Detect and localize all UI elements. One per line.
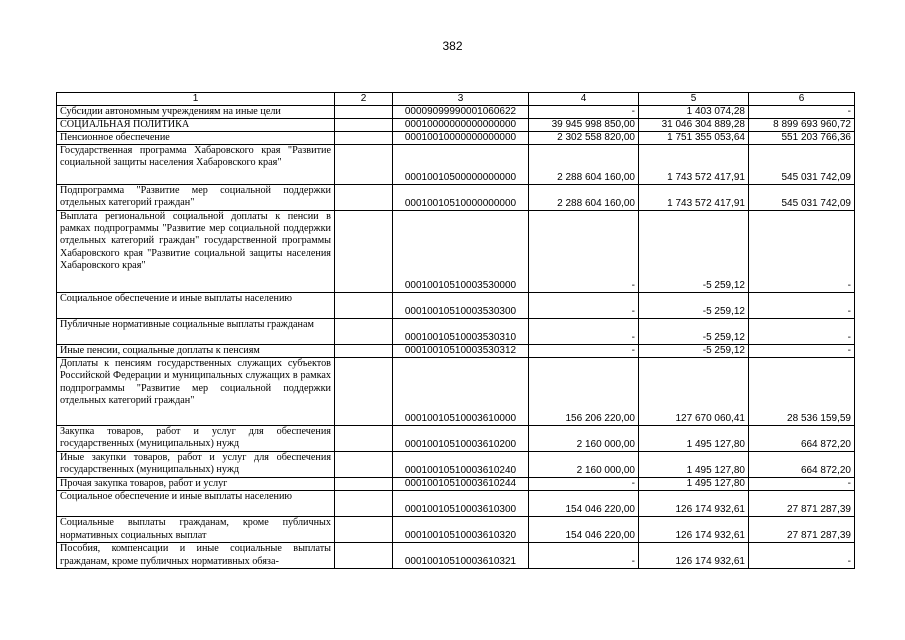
row-col2-cell: [335, 358, 393, 426]
table-row: [57, 358, 855, 426]
row-unexecuted-cell: 27 871 287,39: [749, 517, 855, 543]
row-code-cell: 00010010000000000000: [393, 132, 529, 145]
row-executed-cell: -5 259,12: [639, 319, 749, 345]
table-row: [57, 145, 855, 185]
row-col2-cell: [335, 543, 393, 569]
column-header: 6: [749, 93, 855, 106]
row-code-cell: 00010010510003610244: [393, 478, 529, 491]
row-executed-cell: -5 259,12: [639, 345, 749, 358]
row-approved-cell: -: [529, 106, 639, 119]
budget-execution-table: [56, 92, 855, 569]
row-col2-cell: [335, 491, 393, 517]
row-code-cell: 00010010510003610240: [393, 452, 529, 478]
row-code-cell: 00010010500000000000: [393, 145, 529, 185]
table-row: [57, 426, 855, 452]
row-approved-cell: -: [529, 478, 639, 491]
row-unexecuted-cell: 664 872,20: [749, 426, 855, 452]
table-row: [57, 119, 855, 132]
row-code-cell: 00010010510000000000: [393, 185, 529, 211]
row-unexecuted-cell: 664 872,20: [749, 452, 855, 478]
row-unexecuted-cell: -: [749, 543, 855, 569]
row-code-cell: 00010010510003610300: [393, 491, 529, 517]
row-approved-cell: 156 206 220,00: [529, 358, 639, 426]
row-unexecuted-cell: 28 536 159,59: [749, 358, 855, 426]
row-executed-cell: -5 259,12: [639, 293, 749, 319]
table-row: [57, 517, 855, 543]
row-approved-cell: 2 288 604 160,00: [529, 185, 639, 211]
row-approved-cell: -: [529, 345, 639, 358]
row-unexecuted-cell: -: [749, 478, 855, 491]
table-row: [57, 345, 855, 358]
row-code-cell: 00010010510003530000: [393, 211, 529, 293]
row-col2-cell: [335, 478, 393, 491]
row-approved-cell: -: [529, 293, 639, 319]
row-approved-cell: 2 302 558 820,00: [529, 132, 639, 145]
column-header: 5: [639, 93, 749, 106]
row-col2-cell: [335, 452, 393, 478]
table-row: [57, 211, 855, 293]
row-code-cell: 00010010510003610000: [393, 358, 529, 426]
table-row: [57, 185, 855, 211]
row-name-cell: СОЦИАЛЬНАЯ ПОЛИТИКА: [57, 119, 335, 132]
row-approved-cell: -: [529, 543, 639, 569]
row-executed-cell: -5 259,12: [639, 211, 749, 293]
row-executed-cell: 126 174 932,61: [639, 491, 749, 517]
row-col2-cell: [335, 119, 393, 132]
row-name-cell: Социальное обеспечение и иные выплаты населению: [57, 491, 335, 517]
table-row: [57, 452, 855, 478]
row-name-cell: Социальное обеспечение и иные выплаты населению: [57, 293, 335, 319]
row-name-cell: Закупка товаров, работ и услуг для обеспечения государственных (муниципальных) нужд: [57, 426, 335, 452]
row-unexecuted-cell: 551 203 766,36: [749, 132, 855, 145]
row-approved-cell: 39 945 998 850,00: [529, 119, 639, 132]
row-code-cell: 00010010510003610200: [393, 426, 529, 452]
row-col2-cell: [335, 132, 393, 145]
row-unexecuted-cell: 8 899 693 960,72: [749, 119, 855, 132]
row-code-cell: 00010010510003530300: [393, 293, 529, 319]
row-approved-cell: 154 046 220,00: [529, 517, 639, 543]
column-header: 3: [393, 93, 529, 106]
row-name-cell: Доплаты к пенсиям государственных служащих субъектов Российской Федерации и муниципальных служащих в рамках подпрограммы "Развитие мер социальной поддержки отдельных категорий граждан": [57, 358, 335, 426]
row-col2-cell: [335, 293, 393, 319]
row-executed-cell: 1 743 572 417,91: [639, 185, 749, 211]
row-unexecuted-cell: -: [749, 345, 855, 358]
table-header-row: [57, 93, 855, 106]
row-executed-cell: 126 174 932,61: [639, 517, 749, 543]
table-row: [57, 543, 855, 569]
row-approved-cell: 2 288 604 160,00: [529, 145, 639, 185]
row-executed-cell: 1 495 127,80: [639, 452, 749, 478]
column-header: 4: [529, 93, 639, 106]
column-header: 1: [57, 93, 335, 106]
row-col2-cell: [335, 211, 393, 293]
row-name-cell: Подпрограмма "Развитие мер социальной поддержки отдельных категорий граждан": [57, 185, 335, 211]
table-row: [57, 132, 855, 145]
row-col2-cell: [335, 106, 393, 119]
row-name-cell: Выплата региональной социальной доплаты к пенсии в рамках подпрограммы "Развитие мер социальной поддержки отдельных категорий граждан" государственной программы Хабаровского края "Развитие социальной защиты населения Хабаровского края": [57, 211, 335, 293]
table-row: [57, 491, 855, 517]
row-col2-cell: [335, 185, 393, 211]
page-number: 382: [442, 39, 463, 53]
row-name-cell: Пенсионное обеспечение: [57, 132, 335, 145]
row-approved-cell: 2 160 000,00: [529, 452, 639, 478]
row-name-cell: Государственная программа Хабаровского края "Развитие социальной защиты населения Хабаровского края": [57, 145, 335, 185]
row-name-cell: Социальные выплаты гражданам, кроме публичных нормативных социальных выплат: [57, 517, 335, 543]
row-code-cell: 00010010510003530310: [393, 319, 529, 345]
row-executed-cell: 1 751 355 053,64: [639, 132, 749, 145]
row-executed-cell: 127 670 060,41: [639, 358, 749, 426]
row-name-cell: Субсидии автономным учреждениям на иные цели: [57, 106, 335, 119]
row-code-cell: 00010010510003530312: [393, 345, 529, 358]
table-row: [57, 293, 855, 319]
row-unexecuted-cell: -: [749, 106, 855, 119]
row-col2-cell: [335, 517, 393, 543]
row-col2-cell: [335, 345, 393, 358]
row-code-cell: 00009099990001060622: [393, 106, 529, 119]
row-unexecuted-cell: -: [749, 293, 855, 319]
table-row: [57, 319, 855, 345]
row-approved-cell: -: [529, 319, 639, 345]
row-code-cell: 00010000000000000000: [393, 119, 529, 132]
row-executed-cell: 1 495 127,80: [639, 426, 749, 452]
table-row: [57, 106, 855, 119]
row-executed-cell: 31 046 304 889,28: [639, 119, 749, 132]
row-approved-cell: 2 160 000,00: [529, 426, 639, 452]
row-name-cell: Иные закупки товаров, работ и услуг для обеспечения государственных (муниципальных) нужд: [57, 452, 335, 478]
row-col2-cell: [335, 426, 393, 452]
row-name-cell: Прочая закупка товаров, работ и услуг: [57, 478, 335, 491]
row-executed-cell: 1 403 074,28: [639, 106, 749, 119]
row-col2-cell: [335, 145, 393, 185]
row-code-cell: 00010010510003610320: [393, 517, 529, 543]
row-name-cell: Публичные нормативные социальные выплаты гражданам: [57, 319, 335, 345]
row-executed-cell: 1 495 127,80: [639, 478, 749, 491]
row-unexecuted-cell: 27 871 287,39: [749, 491, 855, 517]
row-executed-cell: 126 174 932,61: [639, 543, 749, 569]
row-name-cell: Пособия, компенсации и иные социальные выплаты гражданам, кроме публичных нормативных обяза-: [57, 543, 335, 569]
row-approved-cell: 154 046 220,00: [529, 491, 639, 517]
row-executed-cell: 1 743 572 417,91: [639, 145, 749, 185]
row-unexecuted-cell: -: [749, 319, 855, 345]
row-code-cell: 00010010510003610321: [393, 543, 529, 569]
row-name-cell: Иные пенсии, социальные доплаты к пенсиям: [57, 345, 335, 358]
row-unexecuted-cell: 545 031 742,09: [749, 145, 855, 185]
row-col2-cell: [335, 319, 393, 345]
table-row: [57, 478, 855, 491]
row-unexecuted-cell: 545 031 742,09: [749, 185, 855, 211]
column-header: 2: [335, 93, 393, 106]
row-unexecuted-cell: -: [749, 211, 855, 293]
row-approved-cell: -: [529, 211, 639, 293]
